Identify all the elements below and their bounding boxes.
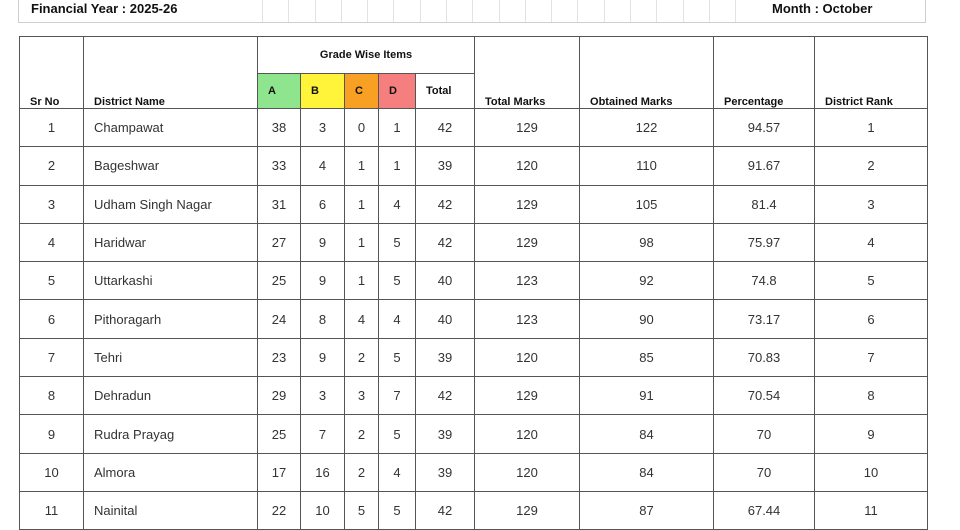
cell-district-rank: 8: [815, 377, 928, 415]
cell-grade-total: 39: [416, 338, 475, 376]
cell-percentage: 70: [714, 453, 815, 491]
cell-grade-d: 1: [379, 147, 416, 185]
cell-grade-d: 4: [379, 185, 416, 223]
cell-grade-d: 5: [379, 262, 416, 300]
cell-percentage: 67.44: [714, 491, 815, 529]
cell-sr-no: 4: [20, 223, 84, 261]
cell-district-name: Champawat: [84, 109, 258, 147]
cell-district-rank: 6: [815, 300, 928, 338]
cell-total-marks: 123: [475, 300, 580, 338]
cell-obtained-marks: 91: [580, 377, 714, 415]
cell-percentage: 73.17: [714, 300, 815, 338]
cell-sr-no: 6: [20, 300, 84, 338]
cell-grade-c: 1: [345, 223, 379, 261]
cell-sr-no: 10: [20, 453, 84, 491]
table-row: [20, 147, 928, 185]
table-row: [20, 453, 928, 491]
cell-grade-c: 5: [345, 491, 379, 529]
cell-grade-d: 5: [379, 491, 416, 529]
cell-grade-total: 42: [416, 109, 475, 147]
cell-percentage: 70.54: [714, 377, 815, 415]
cell-grade-a: 24: [258, 300, 301, 338]
table-row: [20, 491, 928, 529]
cell-grade-total: 42: [416, 377, 475, 415]
col-sr-no: Sr No: [20, 37, 84, 109]
cell-grade-a: 33: [258, 147, 301, 185]
cell-grade-d: 5: [379, 338, 416, 376]
cell-percentage: 75.97: [714, 223, 815, 261]
cell-grade-a: 22: [258, 491, 301, 529]
cell-total-marks: 129: [475, 109, 580, 147]
cell-total-marks: 129: [475, 377, 580, 415]
cell-obtained-marks: 90: [580, 300, 714, 338]
cell-grade-c: 1: [345, 147, 379, 185]
cell-grade-total: 39: [416, 147, 475, 185]
cell-grade-c: 1: [345, 185, 379, 223]
table-row: [20, 338, 928, 376]
cell-grade-c: 2: [345, 453, 379, 491]
cell-sr-no: 3: [20, 185, 84, 223]
cell-total-marks: 120: [475, 453, 580, 491]
cell-grade-b: 6: [301, 185, 345, 223]
district-grades-table: [19, 36, 928, 530]
table-row: [20, 185, 928, 223]
cell-grade-b: 3: [301, 377, 345, 415]
cell-grade-d: 5: [379, 223, 416, 261]
cell-grade-total: 42: [416, 185, 475, 223]
cell-grade-c: 0: [345, 109, 379, 147]
cell-sr-no: 11: [20, 491, 84, 529]
cell-district-rank: 1: [815, 109, 928, 147]
cell-grade-d: 4: [379, 300, 416, 338]
report-header: [18, 0, 926, 23]
col-total-marks: Total Marks: [475, 37, 580, 109]
cell-sr-no: 2: [20, 147, 84, 185]
cell-obtained-marks: 122: [580, 109, 714, 147]
cell-grade-c: 1: [345, 262, 379, 300]
cell-sr-no: 7: [20, 338, 84, 376]
cell-district-name: Tehri: [84, 338, 258, 376]
cell-percentage: 74.8: [714, 262, 815, 300]
cell-grade-a: 31: [258, 185, 301, 223]
cell-district-rank: 3: [815, 185, 928, 223]
table-row: [20, 262, 928, 300]
table-row: [20, 223, 928, 261]
cell-percentage: 70.83: [714, 338, 815, 376]
cell-grade-d: 4: [379, 453, 416, 491]
financial-year-label: Financial Year : 2025-26: [31, 1, 178, 16]
cell-grade-c: 3: [345, 377, 379, 415]
cell-district-name: Haridwar: [84, 223, 258, 261]
cell-obtained-marks: 87: [580, 491, 714, 529]
cell-grade-b: 3: [301, 109, 345, 147]
cell-total-marks: 123: [475, 262, 580, 300]
header-filler-cells: [262, 0, 735, 22]
cell-total-marks: 129: [475, 491, 580, 529]
table-body: [20, 109, 928, 530]
cell-grade-total: 39: [416, 453, 475, 491]
col-grade-wise-items: Grade Wise Items: [258, 37, 475, 74]
month-label: Month : October: [735, 0, 925, 22]
col-grade-c: C: [345, 74, 379, 109]
col-district-rank: District Rank: [815, 37, 928, 109]
cell-grade-b: 16: [301, 453, 345, 491]
cell-total-marks: 120: [475, 415, 580, 453]
cell-district-rank: 7: [815, 338, 928, 376]
cell-total-marks: 129: [475, 185, 580, 223]
cell-obtained-marks: 84: [580, 415, 714, 453]
cell-obtained-marks: 84: [580, 453, 714, 491]
cell-district-name: Rudra Prayag: [84, 415, 258, 453]
cell-grade-c: 2: [345, 415, 379, 453]
cell-grade-a: 17: [258, 453, 301, 491]
cell-district-name: Dehradun: [84, 377, 258, 415]
cell-district-rank: 9: [815, 415, 928, 453]
cell-district-rank: 4: [815, 223, 928, 261]
cell-district-name: Nainital: [84, 491, 258, 529]
cell-district-rank: 11: [815, 491, 928, 529]
col-grade-d: D: [379, 74, 416, 109]
col-grade-a: A: [258, 74, 301, 109]
col-grade-b: B: [301, 74, 345, 109]
cell-obtained-marks: 98: [580, 223, 714, 261]
table-row: [20, 415, 928, 453]
table-row: [20, 377, 928, 415]
cell-district-name: Bageshwar: [84, 147, 258, 185]
col-obtained-marks: Obtained Marks: [580, 37, 714, 109]
col-percentage: Percentage: [714, 37, 815, 109]
cell-grade-c: 4: [345, 300, 379, 338]
col-district-name: District Name: [84, 37, 258, 109]
cell-district-name: Almora: [84, 453, 258, 491]
cell-total-marks: 129: [475, 223, 580, 261]
cell-grade-total: 42: [416, 491, 475, 529]
cell-grade-b: 4: [301, 147, 345, 185]
cell-grade-a: 23: [258, 338, 301, 376]
cell-sr-no: 5: [20, 262, 84, 300]
cell-total-marks: 120: [475, 147, 580, 185]
cell-district-rank: 5: [815, 262, 928, 300]
cell-percentage: 91.67: [714, 147, 815, 185]
cell-sr-no: 1: [20, 109, 84, 147]
cell-sr-no: 9: [20, 415, 84, 453]
cell-obtained-marks: 110: [580, 147, 714, 185]
col-grade-total: Total: [416, 74, 475, 109]
cell-district-rank: 10: [815, 453, 928, 491]
cell-district-name: Udham Singh Nagar: [84, 185, 258, 223]
cell-grade-d: 1: [379, 109, 416, 147]
cell-grade-total: 42: [416, 223, 475, 261]
cell-sr-no: 8: [20, 377, 84, 415]
cell-percentage: 94.57: [714, 109, 815, 147]
cell-grade-total: 39: [416, 415, 475, 453]
cell-grade-c: 2: [345, 338, 379, 376]
cell-grade-b: 7: [301, 415, 345, 453]
cell-obtained-marks: 85: [580, 338, 714, 376]
cell-district-name: Uttarkashi: [84, 262, 258, 300]
cell-percentage: 70: [714, 415, 815, 453]
cell-grade-b: 9: [301, 262, 345, 300]
cell-obtained-marks: 92: [580, 262, 714, 300]
cell-grade-a: 27: [258, 223, 301, 261]
cell-district-name: Pithoragarh: [84, 300, 258, 338]
cell-grade-d: 5: [379, 415, 416, 453]
cell-grade-a: 38: [258, 109, 301, 147]
cell-grade-a: 25: [258, 415, 301, 453]
cell-grade-total: 40: [416, 300, 475, 338]
table-header: [20, 37, 928, 109]
table-row: [20, 109, 928, 147]
cell-grade-a: 25: [258, 262, 301, 300]
cell-obtained-marks: 105: [580, 185, 714, 223]
cell-grade-b: 8: [301, 300, 345, 338]
cell-grade-b: 9: [301, 338, 345, 376]
cell-percentage: 81.4: [714, 185, 815, 223]
cell-grade-b: 9: [301, 223, 345, 261]
cell-grade-total: 40: [416, 262, 475, 300]
table-row: [20, 300, 928, 338]
cell-grade-d: 7: [379, 377, 416, 415]
cell-grade-b: 10: [301, 491, 345, 529]
cell-grade-a: 29: [258, 377, 301, 415]
cell-district-rank: 2: [815, 147, 928, 185]
cell-total-marks: 120: [475, 338, 580, 376]
